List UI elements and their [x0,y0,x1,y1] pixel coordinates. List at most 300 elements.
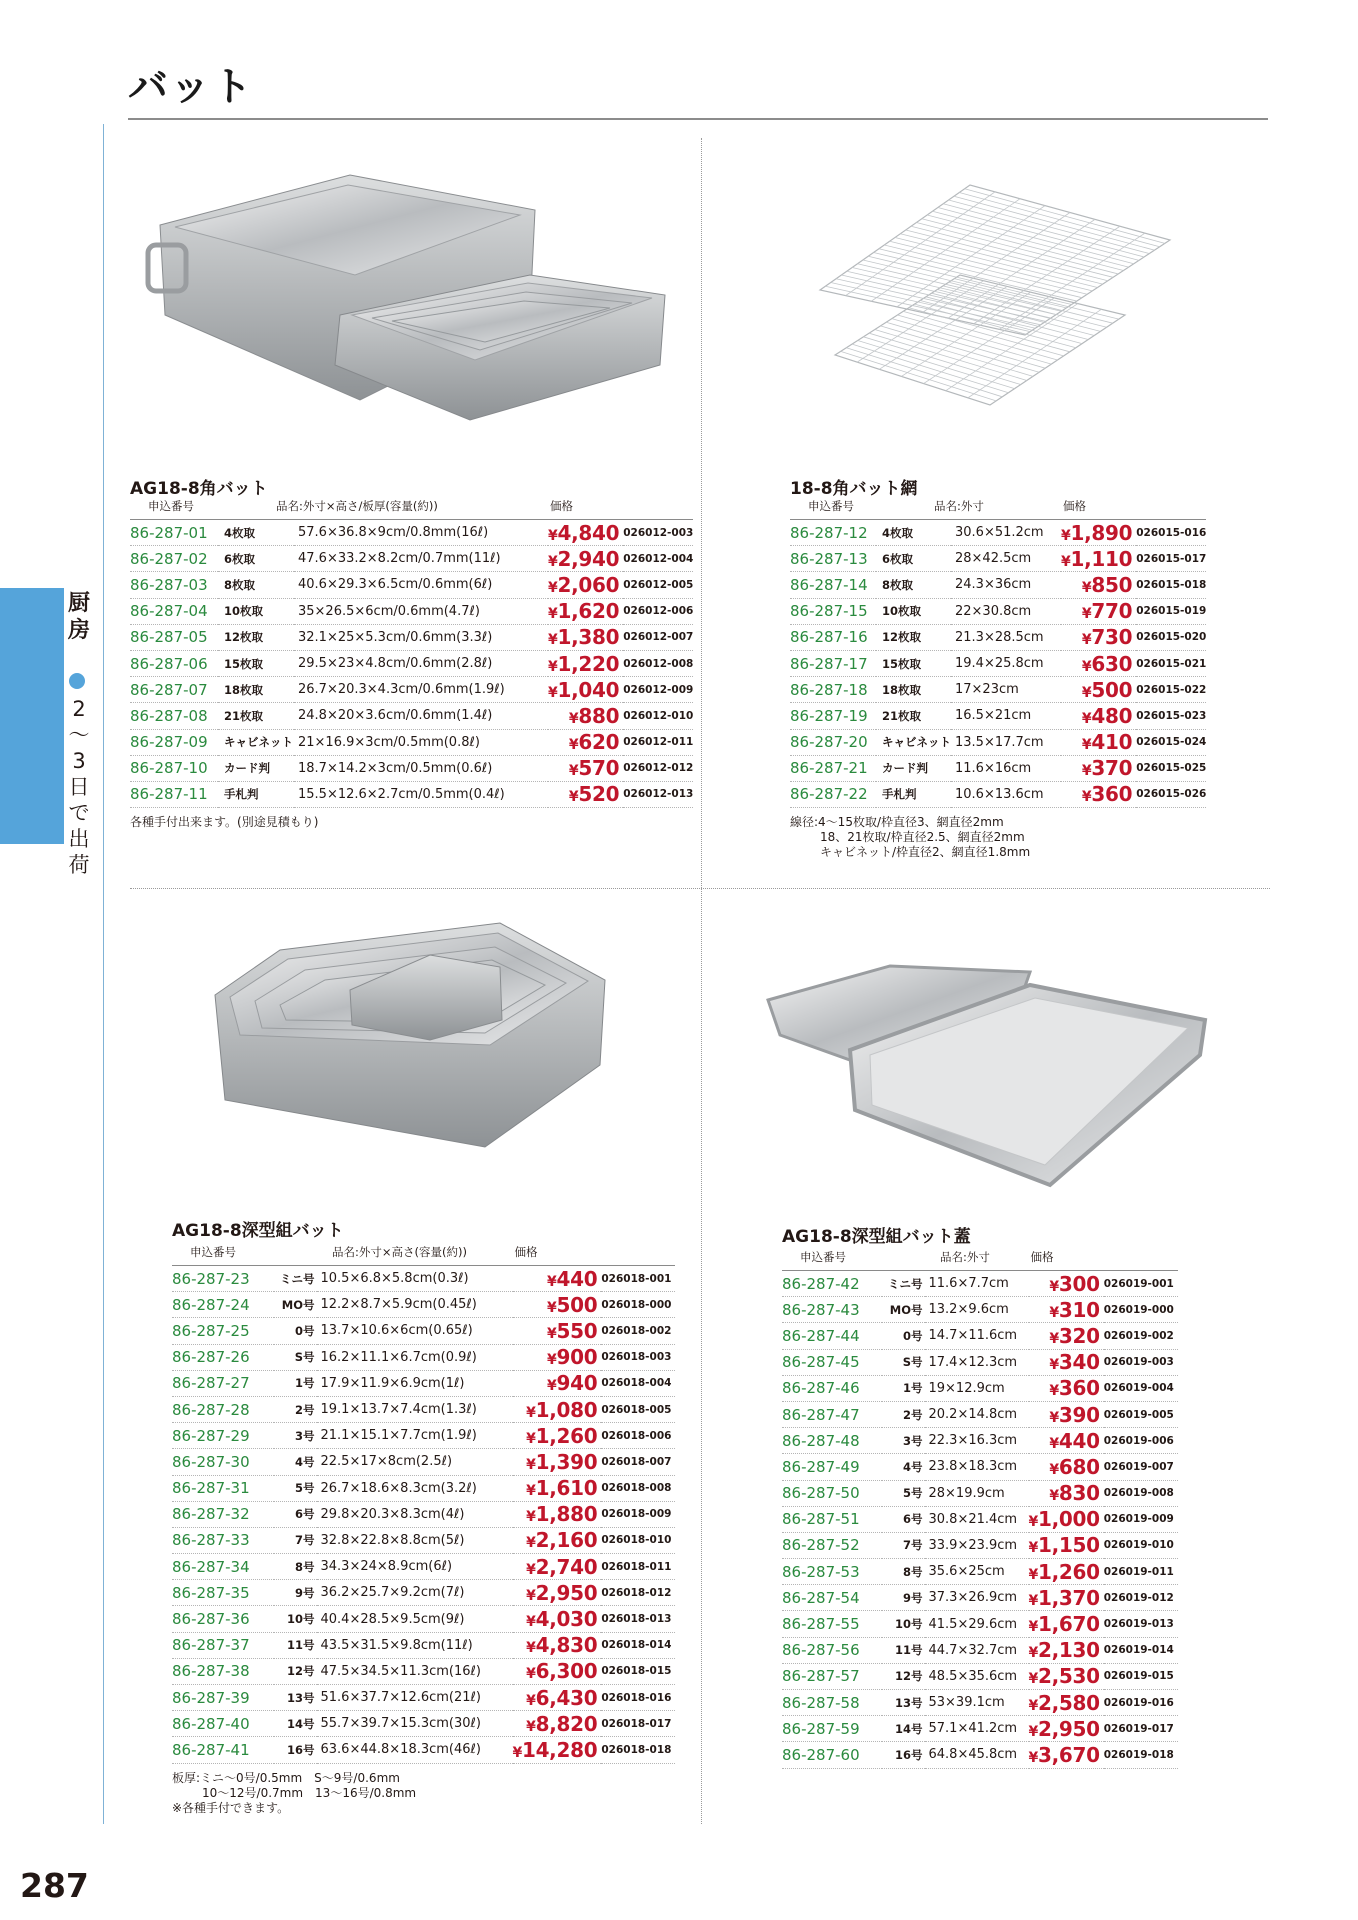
yen-symbol: ¥ [548,606,558,623]
size-label: 11号 [274,1632,317,1658]
yen-symbol: ¥ [1049,1330,1059,1347]
order-code: 86-287-36 [172,1606,274,1632]
price-value: 1,380 [557,625,620,650]
dimensions: 13.5×17.7cm [951,729,1061,755]
order-code: 86-287-15 [790,598,876,624]
price [1029,1401,1104,1427]
order-code: 86-287-48 [782,1428,882,1454]
price-value: 500 [556,1292,598,1317]
section-note [790,815,1030,860]
table-row [782,1375,1178,1401]
size-label: カード判 [876,755,951,781]
order-code: 86-287-03 [130,572,218,598]
table-row [130,546,693,572]
order-code: 86-287-25 [172,1318,274,1344]
size-label: 12号 [274,1658,317,1684]
size-label: キャビネット [218,729,294,755]
table-row [172,1737,675,1763]
size-label: MO号 [882,1297,925,1323]
table-row [172,1423,675,1449]
order-code: 86-287-42 [782,1271,882,1297]
order-code: 86-287-52 [782,1532,882,1558]
price-value: 830 [1058,1481,1100,1506]
size-label: 4号 [882,1454,925,1480]
dimensions: 11.6×7.7cm [925,1271,1029,1297]
dimensions: 28×42.5cm [951,546,1061,572]
order-code: 86-287-29 [172,1423,274,1449]
table-row [130,677,693,703]
size-label: 1号 [274,1370,317,1396]
price-value: 440 [1058,1428,1100,1453]
note-line: キャビネット/枠直径2、網直径1.8mm [820,845,1031,860]
section-title: AG18-8深型組バット蓋 [782,1227,971,1247]
table-row [782,1690,1178,1716]
yen-symbol: ¥ [547,1378,557,1395]
order-code: 86-287-50 [782,1480,882,1506]
reference-code: 026018-013 [601,1606,675,1632]
size-label: ミニ号 [274,1266,317,1292]
price [548,624,623,650]
dimensions: 53×39.1cm [925,1690,1029,1716]
size-label: 10号 [882,1611,925,1637]
yen-symbol: ¥ [526,1509,536,1526]
reference-code: 026018-010 [601,1527,675,1553]
table-row [782,1428,1178,1454]
order-code: 86-287-37 [172,1632,274,1658]
order-code: 86-287-49 [782,1454,882,1480]
price [1029,1663,1104,1689]
order-code: 86-287-56 [782,1637,882,1663]
dimensions: 47.6×33.2×8.2cm/0.7mm(11ℓ) [294,546,548,572]
yen-symbol: ¥ [1081,658,1092,675]
order-code: 86-287-18 [790,677,876,703]
dimensions: 11.6×16cm [951,755,1061,781]
price [1029,1480,1104,1506]
table-row [782,1297,1178,1323]
yen-symbol: ¥ [1049,1435,1059,1452]
price-value: 360 [1058,1376,1100,1401]
price-value: 850 [1091,572,1133,597]
yen-symbol: ¥ [526,1640,536,1657]
yen-symbol: ¥ [526,1483,536,1500]
size-label: 2号 [274,1396,317,1422]
reference-code: 026019-014 [1104,1637,1178,1663]
dimensions: 19.1×13.7×7.4cm(1.3ℓ) [317,1396,513,1422]
order-code: 86-287-12 [790,520,876,546]
size-label: 11号 [882,1637,925,1663]
dimensions: 14.7×11.6cm [925,1323,1029,1349]
reference-code: 026018-002 [601,1318,675,1344]
header-code: 申込番号 [130,497,218,520]
price-value: 300 [1058,1271,1100,1296]
reference-code: 026019-011 [1104,1559,1178,1585]
yen-symbol: ¥ [548,527,558,544]
dimensions: 12.2×8.7×5.9cm(0.45ℓ) [317,1292,513,1318]
order-code: 86-287-43 [782,1297,882,1323]
side-tab [0,588,64,844]
order-code: 86-287-08 [130,703,218,729]
price-table [782,1248,1178,1769]
price [1029,1323,1104,1349]
table-row [790,546,1206,572]
yen-symbol: ¥ [547,1299,557,1316]
size-label: 8号 [274,1554,317,1580]
price [513,1632,602,1658]
yen-symbol: ¥ [1049,1278,1059,1295]
dimensions: 48.5×35.6cm [925,1663,1029,1689]
price-value: 4,840 [557,520,620,545]
order-code: 86-287-30 [172,1449,274,1475]
table-row [172,1318,675,1344]
table-row [790,781,1206,807]
price-value: 2,060 [557,572,620,597]
order-code: 86-287-26 [172,1344,274,1370]
yen-symbol: ¥ [547,1352,557,1369]
dimensions: 16.2×11.1×6.7cm(0.9ℓ) [317,1344,513,1370]
size-label: 7号 [882,1532,925,1558]
price-value: 770 [1091,599,1133,624]
dimensions: 33.9×23.9cm [925,1532,1029,1558]
reference-code: 026015-026 [1136,781,1206,807]
size-label: 4号 [274,1449,317,1475]
yen-symbol: ¥ [548,579,558,596]
table-row [782,1611,1178,1637]
price [1061,624,1136,650]
reference-code: 026015-016 [1136,520,1206,546]
size-label: 2号 [882,1401,925,1427]
size-label: 1号 [882,1375,925,1401]
price [1061,781,1136,807]
reference-code: 026019-006 [1104,1428,1178,1454]
price [548,729,623,755]
yen-symbol: ¥ [526,1614,536,1631]
price-value: 2,940 [557,546,620,571]
yen-symbol: ¥ [548,658,558,675]
size-label: 7号 [274,1527,317,1553]
table-row [172,1475,675,1501]
header-code: 申込番号 [172,1243,274,1266]
price-value: 1,390 [535,1449,598,1474]
price-value: 2,530 [1037,1664,1100,1689]
reference-code: 026019-004 [1104,1375,1178,1401]
yen-symbol: ¥ [548,632,558,649]
table-row [172,1449,675,1475]
dimensions: 51.6×37.7×12.6cm(21ℓ) [317,1685,513,1711]
yen-symbol: ¥ [1081,789,1092,806]
note-line: 板厚:ミニ〜0号/0.5mm S〜9号/0.6mm [172,1770,400,1785]
yen-symbol: ¥ [1081,737,1092,754]
table-row [172,1396,675,1422]
price [513,1344,602,1370]
price [513,1606,602,1632]
size-label: 9号 [274,1580,317,1606]
yen-symbol: ¥ [526,1430,536,1447]
price-value: 1,040 [557,677,620,702]
table-row [130,624,693,650]
yen-symbol: ¥ [1028,1671,1038,1688]
order-code: 86-287-20 [790,729,876,755]
reference-code: 026012-006 [623,598,693,624]
size-label: S号 [882,1349,925,1375]
yen-symbol: ¥ [547,1325,557,1342]
yen-symbol: ¥ [1028,1566,1038,1583]
table-row [172,1606,675,1632]
table-row [782,1506,1178,1532]
row-divider [130,888,1270,889]
table-row [172,1554,675,1580]
reference-code: 026019-005 [1104,1401,1178,1427]
reference-code: 026015-019 [1136,598,1206,624]
size-label: 手札判 [218,781,294,807]
yen-symbol: ¥ [568,789,579,806]
dimensions: 19.4×25.8cm [951,650,1061,676]
yen-symbol: ¥ [547,1273,557,1290]
reference-code: 026018-014 [601,1632,675,1658]
reference-code: 026018-016 [601,1685,675,1711]
order-code: 86-287-46 [782,1375,882,1401]
price [513,1396,602,1422]
table-row [130,520,693,546]
order-code: 86-287-10 [130,755,218,781]
dimensions: 44.7×32.7cm [925,1637,1029,1663]
price [548,781,623,807]
reference-code: 026012-007 [623,624,693,650]
price-value: 1,370 [1037,1585,1100,1610]
size-label: S号 [274,1344,317,1370]
dimensions: 37.3×26.9cm [925,1585,1029,1611]
price-value: 680 [1058,1454,1100,1479]
dimensions: 34.3×24×8.9cm(6ℓ) [317,1554,513,1580]
reference-code: 026018-011 [601,1554,675,1580]
price-value: 900 [556,1345,598,1370]
yen-symbol: ¥ [1061,527,1071,544]
table-row [782,1559,1178,1585]
yen-symbol: ¥ [526,1692,536,1709]
header-item: 品名:外寸×高さ/板厚(容量(約)) [218,497,548,520]
dimensions: 36.2×25.7×9.2cm(7ℓ) [317,1580,513,1606]
reference-code: 026018-004 [601,1370,675,1396]
yen-symbol: ¥ [568,763,579,780]
table-row [130,598,693,624]
reference-code: 026019-010 [1104,1532,1178,1558]
order-code: 86-287-51 [782,1506,882,1532]
deep-tray-set-photo [200,915,620,1160]
order-code: 86-287-33 [172,1527,274,1553]
reference-code: 026018-006 [601,1423,675,1449]
size-label: 4枚取 [218,520,294,546]
table-row [130,650,693,676]
yen-symbol: ¥ [568,737,579,754]
dimensions: 63.6×44.8×18.3cm(46ℓ) [317,1737,513,1763]
header-code: 申込番号 [782,1248,882,1271]
price [548,650,623,676]
price-value: 570 [578,756,620,781]
table-row [790,598,1206,624]
reference-code: 026019-018 [1104,1742,1178,1768]
table-row [782,1716,1178,1742]
table-row [782,1401,1178,1427]
yen-symbol: ¥ [1049,1461,1059,1478]
size-label: 3号 [882,1428,925,1454]
reference-code: 026012-004 [623,546,693,572]
order-code: 86-287-23 [172,1266,274,1292]
header-item: 品名:外寸 [876,497,1061,520]
table-row [790,572,1206,598]
yen-symbol: ¥ [1081,606,1092,623]
dimensions: 47.5×34.5×11.3cm(16ℓ) [317,1658,513,1684]
order-code: 86-287-38 [172,1658,274,1684]
price [1029,1271,1104,1297]
reference-code: 026015-018 [1136,572,1206,598]
order-code: 86-287-60 [782,1742,882,1768]
size-label: 6枚取 [218,546,294,572]
price-value: 630 [1091,651,1133,676]
yen-symbol: ¥ [526,1456,536,1473]
table-row [782,1585,1178,1611]
size-label: 21枚取 [876,703,951,729]
square-tray-set-photo [140,165,670,450]
price [1061,677,1136,703]
section-title: 18-8角バット網 [790,479,918,499]
table-row [790,650,1206,676]
price [548,755,623,781]
yen-symbol: ¥ [1081,710,1092,727]
column-divider [701,138,702,1824]
order-code: 86-287-59 [782,1716,882,1742]
yen-symbol: ¥ [1061,553,1071,570]
price-table [130,497,693,808]
yen-symbol: ¥ [1028,1619,1038,1636]
reference-code: 026018-017 [601,1711,675,1737]
price [1029,1611,1104,1637]
reference-code: 026018-007 [601,1449,675,1475]
table-row [790,624,1206,650]
reference-code: 026012-013 [623,781,693,807]
dimensions: 64.8×45.8cm [925,1742,1029,1768]
table-row [172,1711,675,1737]
order-code: 86-287-06 [130,650,218,676]
order-code: 86-287-32 [172,1501,274,1527]
reference-code: 026018-018 [601,1737,675,1763]
header-price: 価格 [1061,497,1206,520]
order-code: 86-287-17 [790,650,876,676]
header-price: 価格 [513,1243,676,1266]
order-code: 86-287-14 [790,572,876,598]
section-note [130,815,318,830]
note-line: 各種手付出来ます。(別途見積もり) [130,815,319,830]
note-line: ※各種手付できます。 [172,1800,290,1815]
dimensions: 16.5×21cm [951,703,1061,729]
price [1029,1742,1104,1768]
price [513,1423,602,1449]
yen-symbol: ¥ [526,1561,536,1578]
reference-code: 026019-000 [1104,1297,1178,1323]
order-code: 86-287-07 [130,677,218,703]
table-row [782,1663,1178,1689]
price [1061,572,1136,598]
price-value: 480 [1091,703,1133,728]
price [513,1580,602,1606]
order-code: 86-287-11 [130,781,218,807]
table-row [172,1292,675,1318]
yen-symbol: ¥ [548,553,558,570]
price-value: 2,740 [535,1554,598,1579]
header-price: 価格 [548,497,693,520]
reference-code: 026019-002 [1104,1323,1178,1349]
table-row [782,1323,1178,1349]
tray-lid-photo [760,960,1220,1210]
size-label: 16号 [274,1737,317,1763]
yen-symbol: ¥ [1028,1697,1038,1714]
price-value: 4,030 [535,1607,598,1632]
price [513,1475,602,1501]
price [513,1711,602,1737]
reference-code: 026018-001 [601,1266,675,1292]
yen-symbol: ¥ [1081,684,1092,701]
table-row [172,1266,675,1292]
reference-code: 026018-000 [601,1292,675,1318]
order-code: 86-287-39 [172,1685,274,1711]
order-code: 86-287-41 [172,1737,274,1763]
order-code: 86-287-44 [782,1323,882,1349]
table-row [130,781,693,807]
order-code: 86-287-24 [172,1292,274,1318]
table-row [790,703,1206,729]
price [513,1292,602,1318]
section-title: AG18-8深型組バット [172,1221,344,1241]
size-label: 10枚取 [876,598,951,624]
price-value: 8,820 [535,1711,598,1736]
reference-code: 026018-003 [601,1344,675,1370]
price-value: 310 [1058,1297,1100,1322]
price [1029,1375,1104,1401]
price [513,1318,602,1344]
price [1029,1506,1104,1532]
reference-code: 026018-012 [601,1580,675,1606]
dimensions: 18.7×14.2×3cm/0.5mm(0.6ℓ) [294,755,548,781]
reference-code: 026012-008 [623,650,693,676]
yen-symbol: ¥ [526,1404,536,1421]
price [1029,1690,1104,1716]
table-row [130,703,693,729]
price-value: 880 [578,703,620,728]
yen-symbol: ¥ [1049,1383,1059,1400]
price-value: 1,610 [535,1476,598,1501]
dimensions: 26.7×20.3×4.3cm/0.6mm(1.9ℓ) [294,677,548,703]
price-value: 1,620 [557,599,620,624]
price [1061,755,1136,781]
dimensions: 22.3×16.3cm [925,1428,1029,1454]
order-code: 86-287-13 [790,546,876,572]
dimensions: 43.5×31.5×9.8cm(11ℓ) [317,1632,513,1658]
yen-symbol: ¥ [548,684,558,701]
yen-symbol: ¥ [568,710,579,727]
header-item: 品名:外寸×高さ(容量(約)) [274,1243,513,1266]
header-price: 価格 [1029,1248,1178,1271]
table-row [790,520,1206,546]
price [1029,1297,1104,1323]
price-value: 620 [578,730,620,755]
price-value: 1,260 [1037,1559,1100,1584]
reference-code: 026012-005 [623,572,693,598]
table-row [172,1527,675,1553]
dimensions: 29.8×20.3×8.3cm(4ℓ) [317,1501,513,1527]
section-title: AG18-8角バット [130,479,268,499]
section-note [172,1771,416,1816]
side-shipping-label: 2 〜 3 日 で 出 荷 [68,697,90,877]
reference-code: 026019-001 [1104,1271,1178,1297]
dimensions: 22.5×17×8cm(2.5ℓ) [317,1449,513,1475]
